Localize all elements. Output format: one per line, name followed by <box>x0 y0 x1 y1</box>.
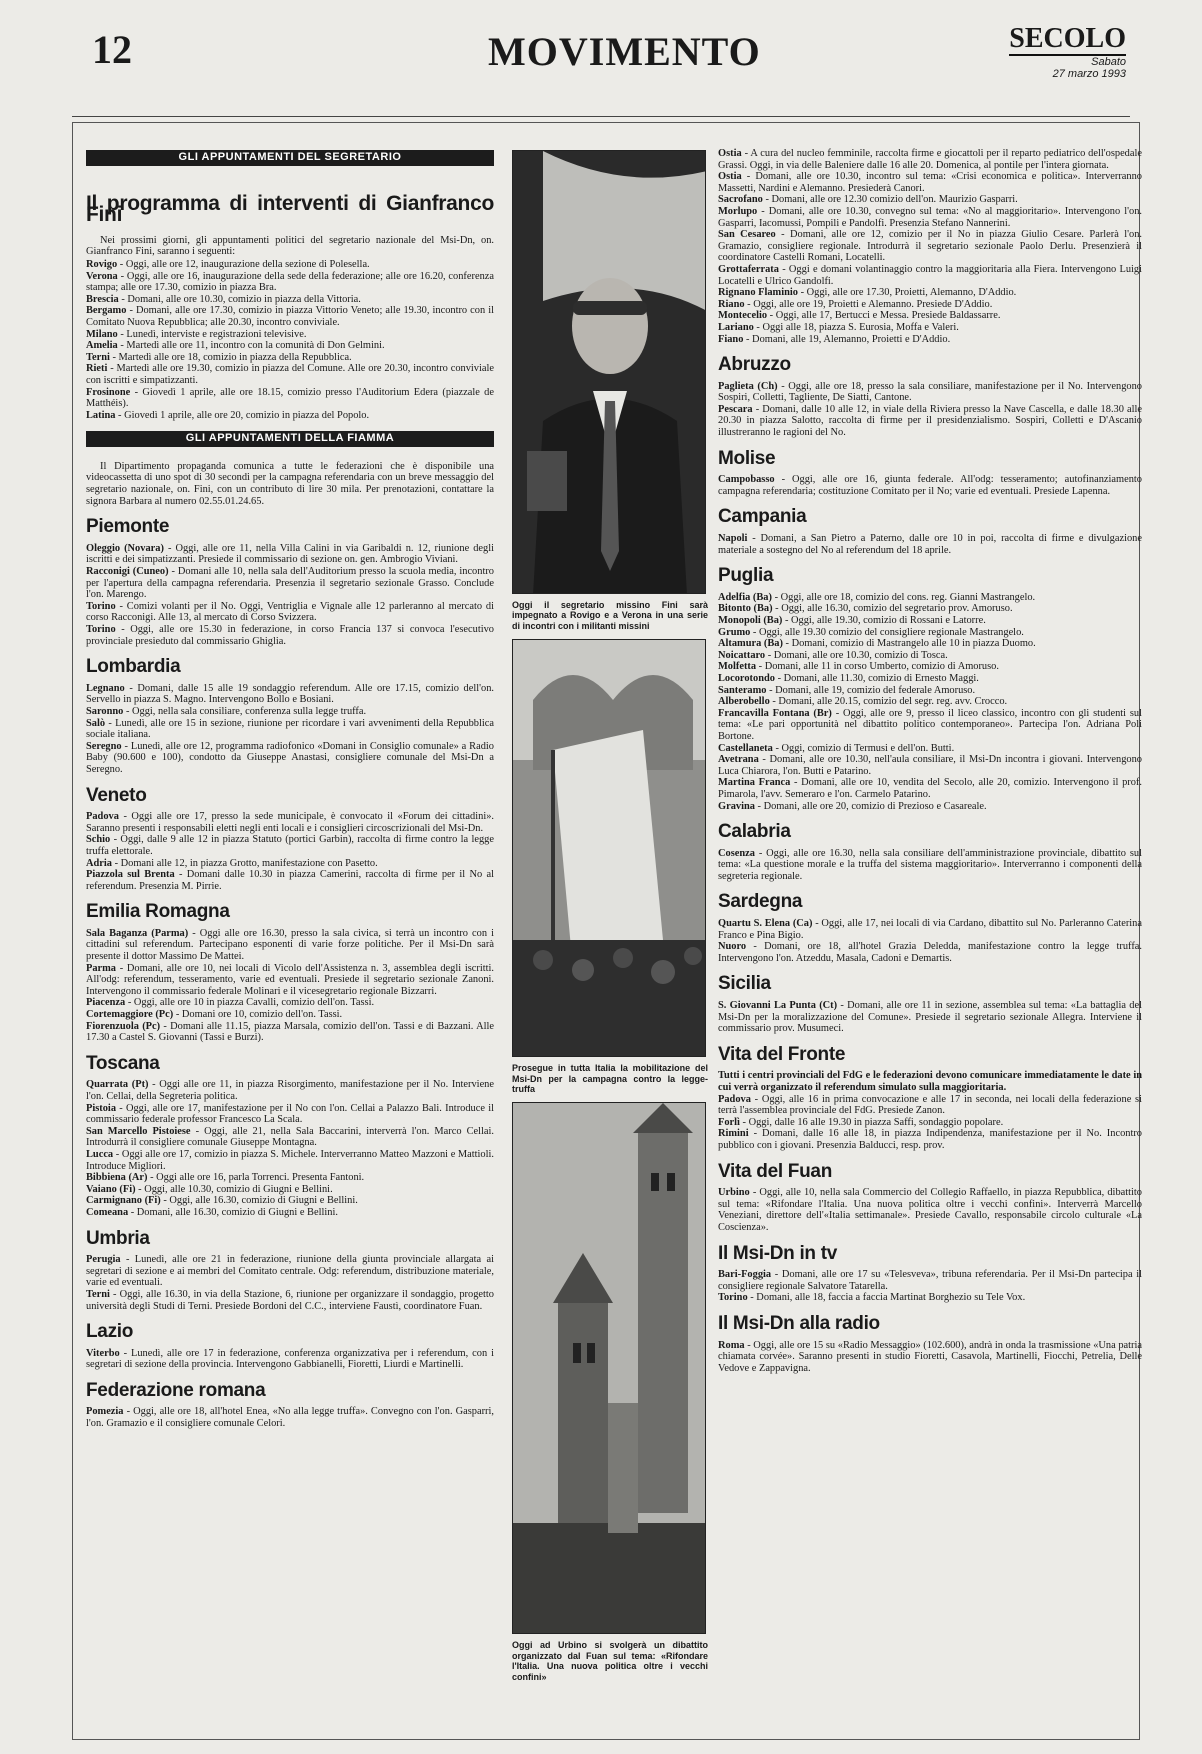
item-place: Gravina <box>718 800 755 812</box>
list-item <box>86 997 494 1009</box>
list-item <box>86 718 494 741</box>
item-text: - Domani ore 10, comizio dell'on. Tassi. <box>173 1009 343 1021</box>
item-place: Piacenza <box>86 997 126 1009</box>
item-text: - Domani, alle 19, comizio del federale Amoruso. <box>766 684 976 696</box>
item-place: Sacrofano <box>718 194 763 206</box>
list-item <box>718 1340 1142 1375</box>
list-item <box>86 1079 494 1102</box>
item-text: - Oggi, alle 21, nella Sala Baccarini, interverrà l'on. Marco Cellai. Introdurrà il consigliere comunale Giuseppe Montagna. <box>86 1125 494 1149</box>
item-place: Milano <box>86 328 118 340</box>
item-text: - Domani, alle 20.15, comizio del segr. reg. avv. Crocco. <box>769 696 1008 708</box>
item-place: Bergamo <box>86 305 127 317</box>
item-text: - Oggi, comizio di Termusi e dell'on. Butti. <box>772 742 955 754</box>
region-heading: Campania <box>718 506 807 528</box>
item-place: Oleggio (Novara) <box>86 542 164 554</box>
region-heading: Piemonte <box>86 516 170 538</box>
item-text: - Lunedì, alle ore 17 in federazione, conferenza organizzativa per i referendum, con i segretari di sezione della provincia. Intervengono Gabbianelli, Fioretti, Liurdi e Martinelli. <box>86 1347 494 1371</box>
list-item <box>718 287 1142 299</box>
item-text: - Oggi, alle ore 11, nella Villa Calini in via Garibaldi n. 12, riunione degli iscritti e dei simpatizzanti. Presiede il commissario di sezione on. gen. Ambrogio Viviani. <box>86 542 494 566</box>
item-text: - Oggi, alle 16 in prima convocazione e alle 17 in seconda, nei locali della federazione si terrà l'assemblea provinciale del FdG. Presiede Zanon. <box>718 1093 1142 1117</box>
region-heading: Federazione romana <box>86 1379 266 1401</box>
item-text: - Oggi, alle ore 16.30, nella sala consiliare dell'amministrazione provinciale, dibattito sul tema: «La questione morale e la truffa del sistema maggioritario». Interverranno i componenti della segreteria regionale. <box>718 847 1142 882</box>
item-text: - Oggi, alle ore 16, giunta federale. All'odg: tesseramento; autofinanziamento campagna referendaria; costituzione Comitato per il No; varie ed eventuali. Presiede Lapenna. <box>718 474 1142 497</box>
item-place: Comeana <box>86 1206 129 1218</box>
list-item <box>86 352 494 364</box>
item-text: - Oggi e domani volantinaggio contro la maggioritaria alla Fiera. Intervengono Luigi Locatelli e Ulrico Gandolfi. <box>718 263 1142 287</box>
list-item <box>86 963 494 998</box>
item-text: - Domani alle 10, nella sala dell'Auditorium presso la scuola media, incontro per l'apertura della campagna referendaria. Presenzia il segretario sezionale Grasso. Conclude l'on. Marengo. <box>86 566 494 601</box>
item-place: Forlì <box>718 1116 740 1128</box>
list-item <box>718 777 1142 800</box>
list-item <box>86 1184 494 1196</box>
list-item <box>86 566 494 601</box>
item-place: Campobasso <box>718 474 775 486</box>
item-text: - Oggi, alle ore 15 su «Radio Messaggio» (102.600), andrà in onda la trasmissione «Una patria chiamata corvée». Saranno presenti in studio Fioretti, Casavola, Martinelli, Fiocchi, Petrelia, Delle Vedove e Zappavigna. <box>718 1339 1142 1374</box>
list-item <box>86 601 494 624</box>
item-text: - A cura del nucleo femminile, raccolta firme e giocattoli per il reparto pediatrico dell'ospedale Grassi. Oggi, in via delle Baleniere dalle 16 alle 20. Domenica, al pontile per l'intera giornata. <box>718 148 1142 171</box>
item-place: Francavilla Fontana (Br) <box>718 707 832 719</box>
item-place: Padova <box>718 1093 751 1105</box>
item-text: - Oggi alle 18, piazza S. Eurosia, Moffa e Valeri. <box>753 321 959 333</box>
item-place: San Marcello Pistoiese <box>86 1125 191 1137</box>
item-place: Adria <box>86 857 112 869</box>
article-intro: Nei prossimi giorni, gli appuntamenti politici del segretario nazionale del Msi-Dn, on. Gianfranco Fini, saranno i seguenti: <box>86 234 494 258</box>
item-text: - Domani, alle ore 10.30, comizio di Tosca. <box>765 649 948 661</box>
item-place: Saronno <box>86 705 124 717</box>
item-text: - Oggi, alle ore 15.30 in federazione, in corso Francia 137 si convoca l'esecutivo provinciale presieduto dal commissario Ghiglia. <box>86 624 494 647</box>
item-place: Roma <box>718 1339 745 1351</box>
issue-date: 27 marzo 1993 <box>1052 68 1126 80</box>
region-heading: Il Msi-Dn alla radio <box>718 1312 880 1334</box>
list-item <box>86 1009 494 1021</box>
photo-fini <box>512 150 706 594</box>
list-item <box>86 329 494 341</box>
masthead <box>1009 24 1126 80</box>
item-text: - Oggi, alle ore 18, comizio del cons. reg. Gianni Mastrangelo. <box>771 591 1036 603</box>
item-place: Ostia <box>718 148 742 159</box>
banner-segretario: GLI APPUNTAMENTI DEL SEGRETARIO <box>86 150 494 166</box>
region-heading: Toscana <box>86 1052 160 1074</box>
list-item <box>718 627 1142 639</box>
item-text: - Oggi, alle ore 12, inaugurazione della sezione di Polesella. <box>117 258 370 270</box>
item-place: Bitonto (Ba) <box>718 603 773 615</box>
list-item <box>718 754 1142 777</box>
item-text: - Domani, alle ore 10.30, nell'aula consiliare, il Msi-Dn incontra i giovani. Intervengono Luca Chiarora, l'on. Butti e Patarino. <box>718 754 1142 777</box>
item-text: - Domani, alle ore 10.30, incontro sul tema: «Crisi economica e politica». Interverranno Massetti, Nardini e Alemanno. Presiederà Canori. <box>718 171 1142 194</box>
item-text: - Martedì alle ore 18, comizio in piazza della Repubblica. <box>109 351 352 363</box>
item-place: Frosinone <box>86 386 131 398</box>
item-place: Carmignano (Fi) <box>86 1195 161 1207</box>
list-item <box>718 171 1142 194</box>
list-item <box>86 271 494 294</box>
item-place: Montecelio <box>718 310 768 322</box>
item-place: Urbino <box>718 1187 750 1199</box>
region-heading: Puglia <box>718 565 774 587</box>
item-place: Racconigi (Cuneo) <box>86 566 169 578</box>
region-lead: Tutti i centri provinciali del FdG e le federazioni devono comunicare immediatamente le date in cui verrà organizzato il referendum simulato sulla maggioritaria. <box>718 1070 1142 1093</box>
region-heading: Calabria <box>718 821 791 843</box>
list-item <box>718 1269 1142 1292</box>
item-place: Ostia <box>718 171 742 183</box>
list-item <box>718 592 1142 604</box>
list-item <box>86 706 494 718</box>
item-text: - Oggi alle ore 17, presso la sede municipale, è convocato il «Forum dei cittadini». Saranno presenti i responsabili eletti negli enti locali e i consiglieri circoscrizionali del Msi-Dn. <box>86 811 494 834</box>
item-place: Morlupo <box>718 205 758 217</box>
list-item <box>718 1187 1142 1233</box>
item-text: - Domani, alle ore 20, comizio di Prezioso e Casareale. <box>754 800 987 812</box>
item-place: Bari-Foggia <box>718 1269 772 1281</box>
item-place: Castellaneta <box>718 742 773 754</box>
item-text: - Martedì alle ore 19.30, comizio in piazza del Comune. Alle ore 20.30, incontro conviviale con iscritti e simpatizzanti. <box>86 363 494 386</box>
item-text: - Domani, alle 16.30, comizio di Giugni e Bellini. <box>128 1206 338 1218</box>
list-item <box>86 1348 494 1371</box>
item-text: - Domani, ore 18, all'hotel Grazia Deledda, manifestazione contro la legge truffa. Intervengono l'on. Atzeddu, Masala, Cadoni e Demartis. <box>718 941 1142 964</box>
page-number: 12 <box>92 27 132 72</box>
list-item <box>718 322 1142 334</box>
list-item <box>86 294 494 306</box>
item-text: - Oggi, nella sala consiliare, conferenza sulla legge truffa. <box>123 705 367 717</box>
list-item <box>718 685 1142 697</box>
item-text: - Oggi, alle 19.30, comizio di Rossani e Latorre. <box>782 615 986 626</box>
item-place: San Cesareo <box>718 229 776 241</box>
item-text: - Domani, alle ore 10, nei locali di Vicolo dell'Assistenza n. 3, assemblea degli iscritti. All'odg: referendum, tesseramento, varie ed eventuali. Presiede il segretario sezionale Zanoni. Intervengono il commissario federale Molinari e il vicesegretario regionale Bizzarri. <box>86 962 494 997</box>
item-text: - Oggi alle ore 16, parla Torrenci. Presenta Fantoni. <box>147 1172 365 1184</box>
item-place: Adelfia (Ba) <box>718 591 772 603</box>
list-item <box>718 533 1142 556</box>
item-text: - Domani, alle ore 10.30, convegno sul tema: «No al maggioritario». Intervengono l'on. Gasparri, Iacomussi, Pompili e Pandolfi. Presenzia Stefano Nannerini. <box>718 205 1142 229</box>
item-text: - Oggi, dalle 9 alle 12 in piazza Statuto (portici Garbin), raccolta di firme contro la legge truffa elettorale. <box>86 834 494 857</box>
item-place: Verona <box>86 270 118 282</box>
left-column <box>86 148 494 1738</box>
item-place: Paglieta (Ch) <box>718 380 778 392</box>
item-text: - Oggi, alle ore 9, presso il liceo classico, incontro con gli studenti sul tema: «Le pari opportunità nel dibattito politico contemporaneo». Partecipa l'on. Adriana Poli Bortone. <box>718 707 1142 742</box>
region-heading: Sardegna <box>718 891 803 913</box>
item-text: - Domani, alle 11.30, comizio di Ernesto Maggi. <box>774 672 979 684</box>
item-text: - Lunedì, alle ore 21 in federazione, riunione della giunta provinciale allargata ai segretari di sezione e ai membri del Comitato centrale. Odg: referendum, distribuzione materiale, varie ed eventuali. <box>86 1254 494 1289</box>
list-item <box>86 1103 494 1126</box>
photo-rally <box>512 639 706 1057</box>
item-text: - Oggi alle ore 11, in piazza Risorgimento, manifestazione per il No. Interviene l'on. Cellai, della Segreteria politica. <box>86 1079 494 1102</box>
item-text: - Oggi, alle 16.30, in via della Stazione, 6, riunione per organizzare il sondaggio, progetto università degli Studi di Terni. Presiede Bordoni del C.C., interviene Faustì, coordinatore Fuan. <box>86 1288 494 1312</box>
item-text: - Oggi, alle ore 19, Proietti e Alemanno. Presiede D'Addio. <box>744 298 993 310</box>
list-item <box>718 264 1142 287</box>
paper-name: SECOLO <box>1009 23 1126 54</box>
item-place: Rimini <box>718 1128 749 1140</box>
list-item <box>86 305 494 328</box>
list-item <box>718 206 1142 229</box>
item-place: Latina <box>86 409 116 421</box>
item-text: - Domani, alle ore 10.30, comizio in piazza della Vittoria. <box>118 293 361 305</box>
item-place: Rieti <box>86 363 108 375</box>
item-place: Viterbo <box>86 1347 120 1359</box>
item-place: Terni <box>86 1288 110 1300</box>
item-text: - Comizi volanti per il No. Oggi, Ventriglia e Vignale alle 12 parleranno al mercato di corso Racconigi. Alle 13, al mercato di Corso Svizzera. <box>86 600 494 624</box>
item-place: Molfetta <box>718 661 757 673</box>
right-column <box>718 148 1142 1738</box>
item-text: - Domani, alle ore 17.30, comizio in piazza Vittorio Veneto; alle 19.30, incontro con il Comitato Nuova Repubblica; alle 20.30, incontro conviviale. <box>86 305 494 328</box>
list-item <box>718 1000 1142 1035</box>
list-item <box>86 387 494 410</box>
caption-urbino: Oggi ad Urbino si svolgerà un dibattito organizzato dal Fuan sul tema: «Rifondare l'Italia. Una nuova politica oltre i vecchi confini» <box>512 1640 708 1682</box>
item-place: Seregno <box>86 740 122 752</box>
item-place: Pomezia <box>86 1406 124 1418</box>
item-text: - Domani dalle 10.30 in piazza Camerini, raccolta di firme per il No al referendum. Presenzia M. Pirrie. <box>86 869 494 892</box>
list-item <box>718 708 1142 743</box>
item-text: - Oggi, alle 17, Bertucci e Messa. Presiede Baldassarre. <box>767 310 1001 322</box>
item-place: Padova <box>86 811 119 823</box>
list-item <box>86 1172 494 1184</box>
item-text: - Domani, alle ore 17 su «Telesveva», tribuna referendaria. Per il Msi-Dn partecipa il consigliere regionale Salvatore Tatarella. <box>718 1269 1142 1292</box>
item-place: Grottaferrata <box>718 263 779 275</box>
item-place: Monopoli (Ba) <box>718 615 783 626</box>
item-place: Schio <box>86 834 111 846</box>
list-item <box>718 638 1142 650</box>
list-item <box>718 661 1142 673</box>
item-text: - Domani, a San Pietro a Paterno, dalle ore 10 in poi, raccolta di firme e divulgazione materiale a sostegno del No al referendum del 18 aprile. <box>718 533 1142 556</box>
region-heading: Lazio <box>86 1321 134 1343</box>
item-text: - Lunedì, alle ore 15 in sezione, riunione per ricordare i vari avvenimenti della Repubblica sociale italiana. <box>86 717 494 741</box>
item-place: Lariano <box>718 321 754 333</box>
list-item <box>718 310 1142 322</box>
item-place: Brescia <box>86 293 119 305</box>
item-place: Quartu S. Elena (Ca) <box>718 918 813 930</box>
list-item <box>718 615 1142 627</box>
item-text: - Giovedì 1 aprile, alle ore 20, comizio in piazza del Popolo. <box>115 409 370 421</box>
region-heading: Umbria <box>86 1227 150 1249</box>
item-text: - Domani, comizio di Mastrangelo alle 10 in piazza Duomo. <box>782 638 1036 650</box>
item-place: Santeramo <box>718 684 767 696</box>
item-place: Riano <box>718 298 745 310</box>
item-text: - Oggi, alle 16.30, comizio di Giugni e Bellini. <box>160 1195 358 1207</box>
item-text: - Domani, alle ore 11 in sezione, assemblea sul tema: «La battaglia del Msi-Dn per la moralizzazione del Comune». Presiede il segretario sezionale Allegra. Interviene il commissario prov. Musumeci. <box>718 1000 1142 1035</box>
item-place: Noicattaro <box>718 649 766 661</box>
item-text: - Oggi, dalle 16 alle 19.30 in piazza Saffi, sondaggio popolare. <box>739 1116 1004 1128</box>
item-text: - Oggi, alle ore 16, inaugurazione della sede della federazione; alle ore 16.20, conferenza stampa; alle ore 17.30, comizio in piazza Bra. <box>86 270 494 294</box>
list-item <box>86 1149 494 1172</box>
fini-portrait-illustration <box>513 151 706 594</box>
item-place: Bibbiena (Ar) <box>86 1172 148 1184</box>
header-rule <box>72 116 1130 117</box>
list-item <box>718 404 1142 439</box>
item-place: Avetrana <box>718 754 759 766</box>
list-item <box>718 1128 1142 1151</box>
list-item <box>718 194 1142 206</box>
item-text: - Oggi, alle ore 18, presso la sala consiliare, manifestazione per il No. Intervengono Sospiri, Colletti, Tagliente, De Siatti, Cantone. <box>718 380 1142 404</box>
item-place: Terni <box>86 351 110 363</box>
list-item <box>86 811 494 834</box>
list-item <box>86 363 494 386</box>
item-place: Fiano <box>718 333 744 345</box>
item-place: Nuoro <box>718 941 747 953</box>
item-place: Parma <box>86 962 117 974</box>
item-place: Cortemaggiore (Pc) <box>86 1009 174 1021</box>
list-item <box>718 1292 1142 1304</box>
item-place: Martina Franca <box>718 777 791 789</box>
list-item <box>86 1254 494 1289</box>
item-place: Torino <box>86 624 116 635</box>
item-place: Fiorenzuola (Pc) <box>86 1020 161 1032</box>
right-regions <box>718 354 1142 1374</box>
item-text: - Domani, alle 19, Alemanno, Proietti e D'Addio. <box>743 333 951 345</box>
list-item <box>86 1406 494 1429</box>
section-title: MOVIMENTO <box>488 29 761 74</box>
item-text: - Domani, dalle 16 alle 18, in piazza Indipendenza, manifestazione per il No. Incontro pubblico con i giovani. Presenzia Balducci, resp. prov. <box>718 1128 1142 1151</box>
item-text: - Domani alle 12, in piazza Grotto, manifestazione con Pasetto. <box>111 857 378 869</box>
item-text: - Oggi, alle 10, nella sala Commercio del Collegio Raffaello, in piazza Repubblica, dibattito sul tema: «Rifondare l'Italia. Una nuova politica oltre i vecchi confini». Interverrà Marcello Veneziani, direttore dell'«Italia settimanale». Presiede Cavallo, responsabile circolo culturale «La Coscienza». <box>718 1187 1142 1233</box>
region-heading: Emilia Romagna <box>86 901 230 923</box>
region-heading: Sicilia <box>718 973 771 995</box>
item-text: - Giovedì 1 aprile, alle ore 18.15, comizio presso l'Auditorium Edera (piazzale de Matthéis). <box>86 386 494 410</box>
item-text: - Oggi alle ore 16.30, presso la sala civica, si terrà un incontro con i cittadini sul referendum. Partecipano esponenti di varie forze politiche. Per il Msi-Dn sarà presente il dottor Massimo De Mattei. <box>86 927 494 963</box>
region-heading: Vita del Fronte <box>718 1043 846 1065</box>
item-text: - Oggi, alle 16.30, comizio del segretario prov. Amoruso. <box>772 603 1013 615</box>
item-text: - Oggi, alle ore 18, all'hotel Enea, «No alla legge truffa». Convegno con l'on. Gasparri, l'on. Gramazio e il consigliere comunale Celori. <box>86 1406 494 1430</box>
list-item <box>86 834 494 857</box>
photo-column <box>512 150 708 1740</box>
region-heading: Il Msi-Dn in tv <box>718 1242 838 1264</box>
item-text: - Lunedì, interviste e registrazioni televisive. <box>117 328 307 340</box>
list-item <box>86 741 494 776</box>
item-text: - Oggi alle ore 17, comizio in piazza S. Michele. Interverranno Matteo Mazzoni e Mattioli. Introduce Migliori. <box>86 1148 494 1172</box>
list-item <box>86 1289 494 1312</box>
rally-crowd-illustration <box>513 640 706 1057</box>
lazio-continued <box>718 148 1142 345</box>
list-item <box>718 299 1142 311</box>
list-item <box>86 410 494 422</box>
item-text: - Domani, alle ore 12.30 comizio dell'on. Maurizio Gasparri. <box>762 194 1018 206</box>
item-place: Napoli <box>718 533 748 545</box>
item-text: - Domani, alle ore 12, comizio per il No in piazza Giulio Cesare. Parlerà l'on. Gramazio, consigliere regionale. Introdurrà il segretario sezionale Paolo Derlu. Presenzierà il coordinatore Castelli Romani, Locatelli. <box>718 229 1142 264</box>
list-item <box>718 1117 1142 1129</box>
item-place: Locorotondo <box>718 672 775 684</box>
list-item <box>86 624 494 647</box>
item-text: - Oggi, alle ore 10 in piazza Cavalli, comizio dell'on. Tassi. <box>125 997 375 1009</box>
item-place: Pistoia <box>86 1102 117 1114</box>
list-item <box>718 381 1142 404</box>
item-text: - Domani, alle ore 10, vendita del Secolo, alle 20, comizio. Intervengono il prof. Pimarola, l'avv. Semeraro e l'on. Carmelo Patarino. <box>718 777 1142 800</box>
item-place: Lucca <box>86 1148 114 1160</box>
item-text: - Oggi, alle ore 17, manifestazione per il No con l'on. Cellai a Palazzo Bali. Introduce il commissario federale professor Francesco La Scala. <box>86 1102 494 1126</box>
region-heading: Lombardia <box>86 656 181 678</box>
region-heading: Abruzzo <box>718 354 791 376</box>
item-text: - Lunedì, alle ore 12, programma radiofonico «Domani in Consiglio comunale» a Radio Baby (90.600 e 100), condotto da Giuseppe Anastasi, consigliere comunale del Msi-Dn a Seregno. <box>86 740 494 775</box>
item-place: Alberobello <box>718 696 770 708</box>
left-regions <box>86 516 494 1430</box>
banner-fiamma: GLI APPUNTAMENTI DELLA FIAMMA <box>86 431 494 447</box>
item-text: - Domani, dalle 10 alle 12, in viale della Riviera presso la Nave Cascella, e dalle 18.30 alle 20.30 in piazza Salotto, raccolta di firme per il presidenzialismo. Sospiri, Colletti e D'Ascanio illustreranno le ragioni del No. <box>718 403 1142 439</box>
list-item <box>718 941 1142 964</box>
photo-urbino <box>512 1102 706 1634</box>
list-item <box>86 543 494 566</box>
list-item <box>718 148 1142 171</box>
list-item <box>86 340 494 352</box>
list-item <box>86 1207 494 1219</box>
item-place: Amelia <box>86 340 118 352</box>
item-place: Quarrata (Pt) <box>86 1079 149 1091</box>
list-item <box>718 334 1142 346</box>
list-item <box>718 474 1142 497</box>
item-text: - Martedì alle ore 11, incontro con la comunità di Don Gelmini. <box>117 340 385 352</box>
item-place: Legnano <box>86 682 125 694</box>
item-place: Piazzola sul Brenta <box>86 869 175 881</box>
list-item <box>86 928 494 963</box>
item-place: Cosenza <box>718 847 755 859</box>
caption-fini: Oggi il segretario missino Fini sarà impegnato a Rovigo e a Verona in una serie di incontri con i militanti missini <box>512 600 708 631</box>
list-item <box>86 1195 494 1207</box>
list-item <box>718 743 1142 755</box>
urbino-towers-illustration <box>513 1103 706 1634</box>
item-place: S. Giovanni La Punta (Ct) <box>718 1000 838 1012</box>
list-item <box>86 683 494 706</box>
list-item <box>718 848 1142 883</box>
item-place: Sala Baganza (Parma) <box>86 927 189 939</box>
list-item <box>718 603 1142 615</box>
region-heading: Veneto <box>86 784 147 806</box>
list-item <box>86 1021 494 1044</box>
list-item <box>86 858 494 870</box>
item-text: - Oggi, alle 17, nei locali di via Cardano, dibattito sul No. Parleranno Caterina Franco e Pina Bigio. <box>718 918 1142 941</box>
item-place: Torino <box>86 600 116 612</box>
caption-rally: Prosegue in tutta Italia la mobilitazione del Msi-Dn per la campagna contro la legge-truffa <box>512 1063 708 1095</box>
list-item <box>718 673 1142 685</box>
list-item <box>718 229 1142 264</box>
list-item <box>86 259 494 271</box>
item-text: - Domani, alle 11 in corso Umberto, comizio di Amoruso. <box>756 661 999 673</box>
item-text: - Oggi, alle 19.30 comizio del consigliere regionale Mastrangelo. <box>750 626 1024 638</box>
fini-schedule <box>86 259 494 421</box>
item-place: Altamura (Ba) <box>718 638 783 650</box>
issue-day: Sabato <box>1091 56 1126 68</box>
list-item <box>86 1126 494 1149</box>
item-place: Pescara <box>718 403 753 415</box>
list-item <box>86 869 494 892</box>
fiamma-notice: Il Dipartimento propaganda comunica a tutte le federazioni che è disponibile una videocassetta di uno spot di 30 secondi per la campagna referendaria con un breve messaggio del segretario nazionale, on. Fini, con un contributo di lire 30 mila. Per prenotazioni, contattare la signora Barbara al numero 02.55.01.24.65. <box>86 460 494 507</box>
item-place: Rignano Flaminio <box>718 287 798 299</box>
list-item <box>718 1094 1142 1117</box>
item-place: Rovigo <box>86 258 118 270</box>
item-text: - Domani, alle 18, faccia a faccia Martinat Borghezio su Tele Vox. <box>747 1292 1026 1304</box>
item-text: - Domani, dalle 15 alle 19 sondaggio referendum. Alle ore 17.15, comizio dell'on. Servello in piazza S. Magno. Intervengono Bollo e Bosiani. <box>86 682 494 706</box>
list-item <box>718 801 1142 813</box>
list-item <box>718 650 1142 662</box>
list-item <box>718 918 1142 941</box>
region-heading: Molise <box>718 447 776 469</box>
region-heading: Vita del Fuan <box>718 1160 832 1182</box>
list-item <box>718 696 1142 708</box>
item-place: Vaiano (Fi) <box>86 1183 136 1195</box>
item-place: Torino <box>718 1292 748 1304</box>
item-text: - Oggi, alle ore 17.30, Proietti, Alemanno, D'Addio. <box>797 287 1017 299</box>
item-text: - Oggi, alle 10.30, comizio di Giugni e Bellini. <box>135 1183 333 1195</box>
item-place: Perugia <box>86 1254 121 1266</box>
article-title: Il programma di interventi di Gianfranco Fini <box>86 191 494 227</box>
item-place: Salò <box>86 717 106 729</box>
item-place: Grumo <box>718 626 751 638</box>
item-text: - Domani alle 11.15, piazza Marsala, comizio dell'on. Tassi e di Bazzani. Alle 17.30 a Castel S. Giovanni (Tassi e Burzi). <box>86 1020 494 1044</box>
